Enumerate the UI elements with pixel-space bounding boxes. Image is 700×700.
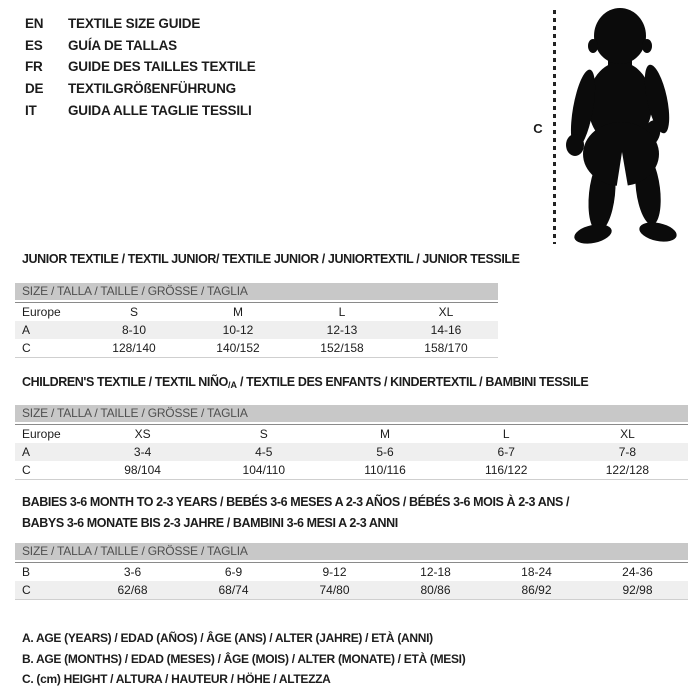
legend-line-b: B. AGE (MONTHS) / EDAD (MESES) / ÂGE (MOIS) / ALTER (MONATE) / ETÀ (MESI) xyxy=(22,651,466,666)
language-title-list xyxy=(25,13,256,121)
language-row-de xyxy=(25,78,256,100)
height-measure-dashed-line xyxy=(553,10,556,244)
height-cell: 92/98 xyxy=(622,583,653,597)
language-title: GUIDA ALLE TAGLIE TESSILI xyxy=(68,102,252,118)
table-row xyxy=(15,461,688,479)
height-cell: 116/122 xyxy=(484,463,528,477)
row-label: A xyxy=(22,445,31,459)
age-cell: 12-13 xyxy=(326,323,358,337)
size-cell: XS xyxy=(134,427,151,441)
height-cell: 128/140 xyxy=(112,341,156,355)
months-cell: 6-9 xyxy=(224,565,243,579)
babies-table-title xyxy=(22,492,569,534)
size-cell: XL xyxy=(620,427,635,441)
junior-table-title: JUNIOR TEXTILE / TEXTIL JUNIOR/ TEXTILE JUNIOR / JUNIORTEXTIL / JUNIOR TESSILE xyxy=(22,252,520,266)
height-measure-label: C xyxy=(533,121,543,136)
row-label: C xyxy=(22,463,31,477)
height-cell: 140/152 xyxy=(216,341,260,355)
height-cell: 98/104 xyxy=(124,463,161,477)
height-cell: 152/158 xyxy=(320,341,364,355)
row-label: A xyxy=(22,323,31,337)
title-line-2: BABYS 3-6 MONATE BIS 2-3 JAHRE / BAMBINI 3-6 MESI A 2-3 ANNI xyxy=(22,516,398,530)
table-body xyxy=(15,562,688,600)
title-part: / TEXTILE DES ENFANTS / KINDERTEXTIL / BAMBINI TESSILE xyxy=(236,375,589,389)
height-cell: 80/86 xyxy=(420,583,451,597)
height-cell: 86/92 xyxy=(521,583,552,597)
title-line-1: BABIES 3-6 MONTH TO 2-3 YEARS / BEBÉS 3-6 MESES A 2-3 AÑOS / BÉBÉS 3-6 MOIS À 2-3 ANS / xyxy=(22,495,570,509)
babies-size-table xyxy=(15,543,688,600)
title-subscript: /A xyxy=(227,380,237,390)
legend-line-c: C. (cm) HEIGHT / ALTURA / HAUTEUR / HÖHE / ALTEZZA xyxy=(22,672,331,686)
months-cell: 9-12 xyxy=(322,565,347,579)
months-cell: 18-24 xyxy=(521,565,552,579)
size-cell: L xyxy=(338,305,346,319)
height-cell: 74/80 xyxy=(319,583,350,597)
size-cell: XL xyxy=(438,305,454,319)
language-code: DE xyxy=(25,81,44,97)
age-cell: 3-4 xyxy=(133,445,152,459)
height-cell: 110/116 xyxy=(364,463,406,477)
height-cell: 62/68 xyxy=(117,583,148,597)
row-label: C xyxy=(22,583,31,597)
size-cell: M xyxy=(233,305,243,319)
table-row xyxy=(15,443,688,461)
language-row-it xyxy=(25,99,256,121)
language-code: EN xyxy=(25,16,44,32)
height-cell: 122/128 xyxy=(605,463,650,477)
language-title: TEXTILE SIZE GUIDE xyxy=(68,16,201,32)
age-cell: 10-12 xyxy=(222,323,254,337)
children-table-title xyxy=(22,372,588,396)
table-row xyxy=(15,581,688,599)
language-title: GUÍA DE TALLAS xyxy=(68,37,177,53)
age-cell: 5-6 xyxy=(376,445,394,459)
size-cell: M xyxy=(380,427,390,441)
height-cell: 68/74 xyxy=(218,583,249,597)
row-label: Europe xyxy=(22,427,61,441)
language-code: ES xyxy=(25,37,43,53)
language-row-en xyxy=(25,13,256,35)
table-row xyxy=(15,425,688,443)
language-row-es xyxy=(25,35,256,57)
size-header-bar: SIZE / TALLA / TAILLE / GRÖSSE / TAGLIA xyxy=(15,283,498,300)
language-title: TEXTILGRÖßENFÜHRUNG xyxy=(68,81,236,97)
height-cell: 104/110 xyxy=(242,463,286,477)
months-cell: 24-36 xyxy=(622,565,653,579)
size-cell: S xyxy=(259,427,268,441)
table-row xyxy=(15,339,498,357)
size-header-bar: SIZE / TALLA / TAILLE / GRÖSSE / TAGLIA xyxy=(15,543,688,560)
table-row xyxy=(15,563,688,581)
language-row-fr xyxy=(25,56,256,78)
row-label: B xyxy=(22,565,31,579)
table-row xyxy=(15,303,498,321)
age-cell: 8-10 xyxy=(121,323,147,337)
language-code: FR xyxy=(25,59,43,75)
months-cell: 12-18 xyxy=(420,565,451,579)
table-row xyxy=(15,321,498,339)
legend-line-a: A. AGE (YEARS) / EDAD (AÑOS) / ÂGE (ANS) / ALTER (JAHRE) / ETÀ (ANNI) xyxy=(22,631,433,645)
size-header-bar: SIZE / TALLA / TAILLE / GRÖSSE / TAGLIA xyxy=(15,405,688,422)
size-cell: L xyxy=(502,427,510,441)
age-cell: 7-8 xyxy=(618,445,637,459)
size-cell: S xyxy=(129,305,138,319)
junior-size-table xyxy=(15,283,498,358)
language-title: GUIDE DES TAILLES TEXTILE xyxy=(68,59,256,75)
title-part: CHILDREN'S TEXTILE / TEXTIL NIÑO xyxy=(22,375,228,389)
measurement-legend xyxy=(22,628,465,690)
row-label: Europe xyxy=(22,305,61,319)
language-code: IT xyxy=(25,102,37,118)
table-body xyxy=(15,424,688,480)
age-cell: 4-5 xyxy=(255,445,273,459)
toddler-silhouette-icon xyxy=(558,4,688,246)
children-size-table xyxy=(15,405,688,480)
months-cell: 3-6 xyxy=(123,565,142,579)
row-label: C xyxy=(22,341,31,355)
height-cell: 158/170 xyxy=(424,341,468,355)
age-cell: 6-7 xyxy=(497,445,515,459)
table-body xyxy=(15,302,498,358)
age-cell: 14-16 xyxy=(430,323,462,337)
